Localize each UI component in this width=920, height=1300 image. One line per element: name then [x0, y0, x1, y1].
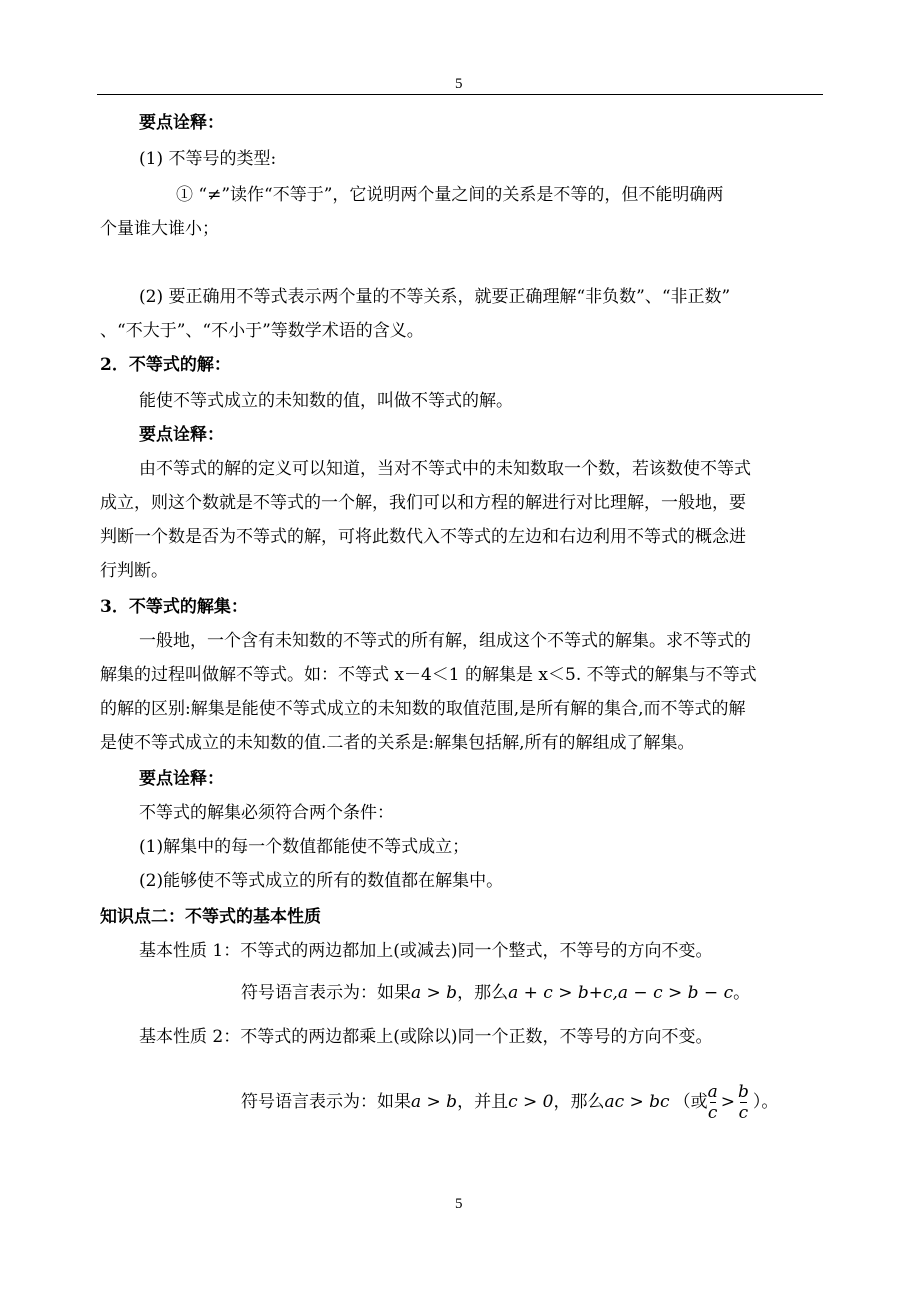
prop2-frac-right-den: c [738, 1102, 749, 1123]
prop2-prefix: 符号语言表示为：如果 [241, 1092, 411, 1112]
sec3-line4: 是使不等式成立的未知数的值.二者的关系是:解集包括解,所有的解组成了解集。 [100, 733, 695, 753]
sec2-heading: 2．不等式的解： [100, 355, 231, 375]
footer-page-number: 5 [455, 1196, 463, 1212]
prop2-frac-gt: > [720, 1092, 735, 1112]
note1-heading: 要点诠释： [139, 113, 224, 133]
prop2-or-open: （或 [673, 1092, 708, 1112]
prop1-result: a + c > b+c,a − c > b − c [508, 983, 734, 1003]
note2-line4: 行判断。 [100, 561, 168, 581]
prop2-frac-left-den: c [707, 1102, 718, 1123]
kp2-heading: 知识点二：不等式的基本性质 [100, 907, 321, 927]
prop2-text: 基本性质 2：不等式的两边都乘上(或除以)同一个正数，不等号的方向不变。 [139, 1027, 713, 1047]
prop2-fraction-right [738, 1082, 749, 1123]
sec2-definition: 能使不等式成立的未知数的值，叫做不等式的解。 [139, 391, 513, 411]
prop2-mid: ，那么 [553, 1092, 605, 1112]
prop2-or-close: ）。 [752, 1092, 779, 1112]
prop2-result: ac > bc [604, 1092, 670, 1112]
prop2-condition2: c > 0 [508, 1092, 554, 1112]
prop1-prefix: 符号语言表示为：如果 [241, 983, 411, 1003]
prop1-condition: a > b [411, 983, 458, 1003]
note2-line2: 成立，则这个数就是不等式的一个解，我们可以和方程的解进行对比理解，一般地，要 [100, 493, 746, 513]
sec3-line3: 的解的区别:解集是能使不等式成立的未知数的取值范围,是所有解的集合,而不等式的解 [100, 699, 746, 719]
prop2-fraction-left [708, 1082, 718, 1123]
item1-title: (1) 不等号的类型: [139, 149, 277, 169]
sec3-line2: 解集的过程叫做解不等式。如：不等式 x－4＜1 的解集是 x＜5. 不等式的解集与不等式 [100, 665, 757, 685]
note2-heading: 要点诠释： [139, 425, 224, 445]
item2-line1: (2) 要正确用不等式表示两个量的不等关系，就要正确理解“非负数”、“非正数” [139, 287, 731, 307]
note3-intro: 不等式的解集必须符合两个条件： [139, 803, 394, 823]
note2-line3: 判断一个数是否为不等式的解，可将此数代入不等式的左边和右边利用不等式的概念进 [100, 527, 746, 547]
prop2-condition1: a > b [411, 1092, 458, 1112]
prop1-mid: ，那么 [457, 983, 509, 1003]
note3-condition1: (1)解集中的每一个数值都能使不等式成立； [139, 837, 470, 857]
prop1-symbolic [241, 982, 750, 1004]
item1-line1: ① “≠”读作“不等于”，它说明两个量之间的关系是不等的，但不能明确两 [176, 185, 724, 205]
sec3-heading: 3．不等式的解集： [100, 597, 248, 617]
note3-condition2: (2)能够使不等式成立的所有的数值都在解集中。 [139, 871, 504, 891]
prop1-end: 。 [733, 983, 751, 1003]
prop2-frac-right-num: b [737, 1081, 749, 1102]
prop2-frac-left-num: a [707, 1081, 718, 1102]
note3-heading: 要点诠释： [139, 769, 224, 789]
prop2-symbolic [241, 1070, 778, 1134]
note2-line1: 由不等式的解的定义可以知道，当对不等式中的未知数取一个数，若该数使不等式 [139, 459, 751, 479]
prop1-text: 基本性质 1：不等式的两边都加上(或减去)同一个整式，不等号的方向不变。 [139, 941, 713, 961]
item1-line2: 个量谁大谁小； [100, 219, 219, 239]
item2-line2: 、“不大于”、“不小于”等数学术语的含义。 [100, 321, 424, 341]
sec3-line1: 一般地，一个含有未知数的不等式的所有解，组成这个不等式的解集。求不等式的 [139, 631, 751, 651]
header-rule [97, 94, 823, 95]
header-page-number: 5 [455, 76, 463, 92]
prop2-and: ，并且 [457, 1092, 509, 1112]
